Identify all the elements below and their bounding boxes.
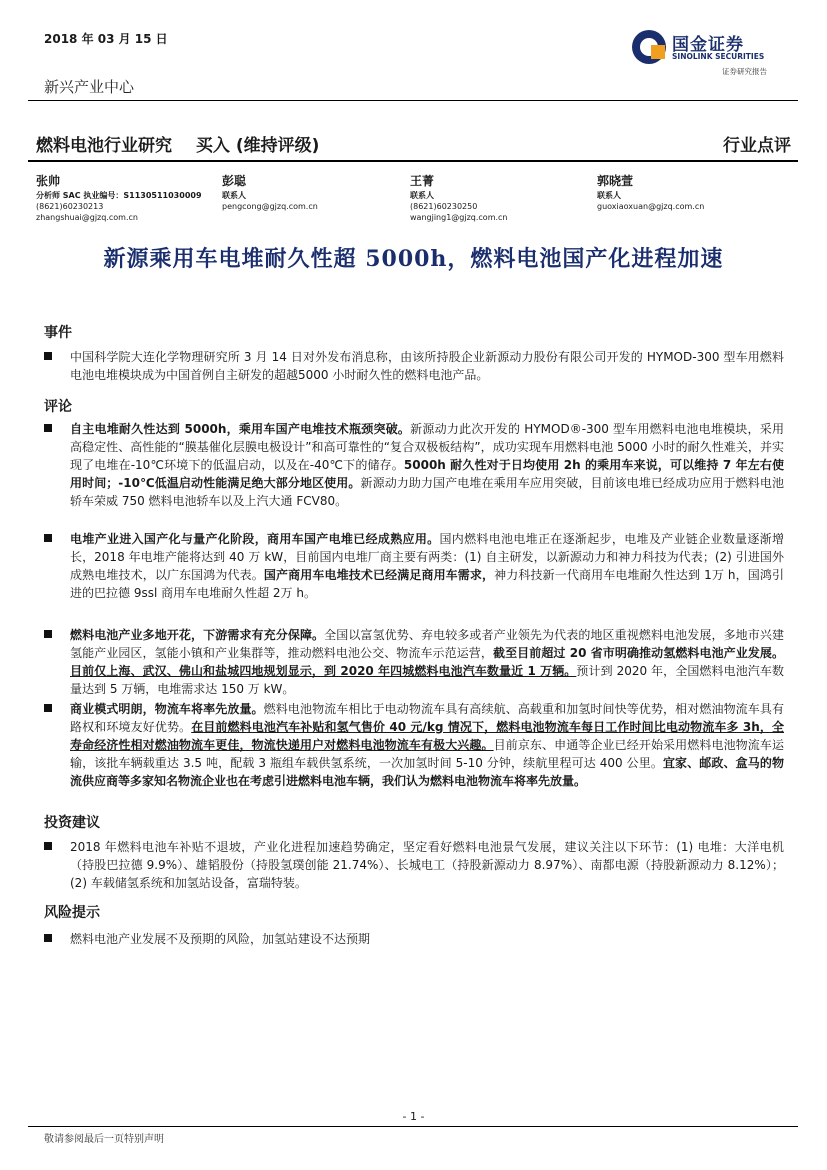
analyst-name: 王菁: [410, 174, 435, 188]
paragraph: 燃料电池产业发展不及预期的风险，加氢站建设不达预期: [70, 932, 371, 946]
divider: [28, 100, 798, 101]
analyst-role: 联系人: [410, 191, 434, 200]
bullet-square-icon: [44, 534, 52, 542]
bullet-square-icon: [44, 934, 52, 942]
analyst-phone: (8621)60230250: [410, 202, 478, 211]
analyst-email[interactable]: wangjing1@gjzq.com.cn: [410, 213, 508, 222]
paragraph: 商业模式明朗，物流车将率先放量。燃料电池物流车相比于电动物流车具有高续航、高载重和加氢时间快等优势，相对燃油物流车具有路权和环境友好优势。在目前燃料电池汽车补贴和氢气售价 40 元/kg 情况下，燃料电池物流车每日工作时间比电动物流车多 3h，全寿命经济性相对燃油物流车更佳，物流快递用户对燃料电池物流车有极大兴趣。目前京东、申通等企业已经开始采用燃料电池物流车运输，该批车辆载重达 3.5 吨，配载 3 瓶组车载供氢系统，一次加氢时间 5-10 分钟，续航里程可达 400 公里。宜家、邮政、盒马的物流供应商等多家知名物流企业也在考虑引进燃料电池车辆，我们认为燃料电池物流车将率先放量。: [70, 702, 784, 788]
page-number: - 1 -: [402, 1110, 425, 1123]
analyst-block: [410, 176, 508, 223]
doc-type: 行业点评: [723, 136, 791, 156]
section-title-event: 事件: [44, 325, 72, 341]
list-item: [44, 930, 784, 948]
logo-text-cn: 国金证券: [672, 35, 744, 55]
logo-text-en: SINOLINK SECURITIES: [672, 52, 765, 61]
bullet-square-icon: [44, 352, 52, 360]
analyst-role: 联系人: [597, 191, 621, 200]
analyst-role: 分析师 SAC 执业编号：S1130511030009: [36, 191, 202, 200]
analyst-block: [597, 176, 704, 212]
report-title: 燃料电池行业研究: [36, 136, 172, 156]
analyst-email[interactable]: pengcong@gjzq.com.cn: [222, 202, 318, 211]
section-title-comment: 评论: [44, 399, 72, 415]
bullet-square-icon: [44, 424, 52, 432]
sinolink-logo-icon: [630, 28, 668, 66]
logo-subtitle: 证券研究报告: [722, 67, 767, 76]
section-title-invest: 投资建议: [44, 815, 100, 831]
list-item: [44, 626, 784, 698]
analyst-role: 联系人: [222, 191, 246, 200]
list-item: [44, 348, 784, 384]
paragraph: 中国科学院大连化学物理研究所 3 月 14 日对外发布消息称，由该所持股企业新源动力股份有限公司开发的 HYMOD-300 型车用燃料电池电堆模块成为中国首例自主研发的超越5000 小时耐久性的燃料电池产品。: [70, 350, 784, 382]
bullet-square-icon: [44, 704, 52, 712]
analyst-email[interactable]: zhangshuai@gjzq.com.cn: [36, 213, 138, 222]
divider: [28, 1126, 798, 1127]
rating: 买入 (维持评级): [195, 136, 320, 156]
section-title-risk: 风险提示: [44, 905, 100, 921]
department-name: 新兴产业中心: [44, 78, 135, 96]
bullet-square-icon: [44, 842, 52, 850]
analyst-email[interactable]: guoxiaoxuan@gjzq.com.cn: [597, 202, 705, 211]
list-item: [44, 420, 784, 510]
headline: 新源乘用车电堆耐久性超 5000h，燃料电池国产化进程加速: [103, 246, 724, 272]
analyst-phone: (8621)60230213: [36, 202, 104, 211]
paragraph: 燃料电池产业多地开花，下游需求有充分保障。全国以富氢优势、弃电较多或者产业领先为代表的地区重视燃料电池发展，多地市兴建氢能产业园区，氢能小镇和产业集群等，推动燃料电池公交、物流车示范运营，截至目前超过 20 省市明确推动氢燃料电池产业发展。目前仅上海、武汉、佛山和盐城四地规划显示，到 2020 年四城燃料电池汽车数量近 1 万辆。预计到 2020 年，全国燃料电池汽车数量达到 5 万辆，电堆需求达 150 万 kW。: [70, 628, 784, 696]
paragraph: 2018 年燃料电池车补贴不退坡，产业化进程加速趋势确定，坚定看好燃料电池景气发展，建议关注以下环节：(1) 电堆：大洋电机（持股巴拉德 9.9%）、雄韬股份（持股氢璞创能 21.74%）、长城电工（持股新源动力 8.97%）、南都电源（持股新源动力 8.12%）；(2) 车载储氢系统和加氢站设备，富瑞特装。: [70, 840, 784, 890]
report-date: 2018 年 03 月 15 日: [44, 32, 168, 46]
bullet-square-icon: [44, 630, 52, 638]
analyst-name: 彭聪: [222, 174, 247, 188]
list-item: [44, 838, 784, 892]
list-item: [44, 700, 784, 790]
disclaimer-note[interactable]: 敬请参阅最后一页特别声明: [44, 1134, 164, 1145]
analyst-name: 张帅: [36, 174, 61, 188]
divider: [28, 160, 798, 162]
paragraph: 电堆产业进入国产化与量产化阶段，商用车国产电堆已经成熟应用。国内燃料电池电堆正在逐渐起步，电堆及产业链企业数量逐渐增长，2018 年电堆产能将达到 40 万 kW，目前国内电堆厂商主要有两类：(1) 自主研发，以新源动力和神力科技为代表；(2) 引进国外成熟电堆技术，以广东国鸿为代表。国产商用车电堆技术已经满足商用车需求，神力科技新一代商用车电堆耐久性达到 1万 h，国鸿引进的巴拉德 9ssl 商用车电堆耐久性超 2万 h。: [70, 532, 784, 600]
analyst-block: [222, 176, 318, 212]
analyst-name: 郭晓萱: [597, 174, 634, 188]
list-item: [44, 530, 784, 602]
report-title-bar: [36, 131, 319, 156]
analyst-block: [36, 176, 202, 223]
paragraph: 自主电堆耐久性达到 5000h，乘用车国产电堆技术瓶颈突破。新源动力此次开发的 HYMOD®-300 型车用燃料电池电堆模块，采用高稳定性、高性能的“膜基催化层膜电极设计”和高可靠性的“复合双极板结构”，成功实现车用燃料电池 5000 小时的耐久性难关，并实现了电堆在-10℃环境下的低温启动，以及在-40℃下的储存。5000h 耐久性对于日均使用 2h 的乘用车来说，可以维持 7 年左右使用时间；-10℃低温启动性能满足绝大部分地区使用。新源动力助力国产电堆在乘用车应用突破，目前该电堆已经成功应用于燃料电池轿车荣威 750 燃料电池轿车以及上汽大通 FCV80。: [70, 422, 785, 508]
